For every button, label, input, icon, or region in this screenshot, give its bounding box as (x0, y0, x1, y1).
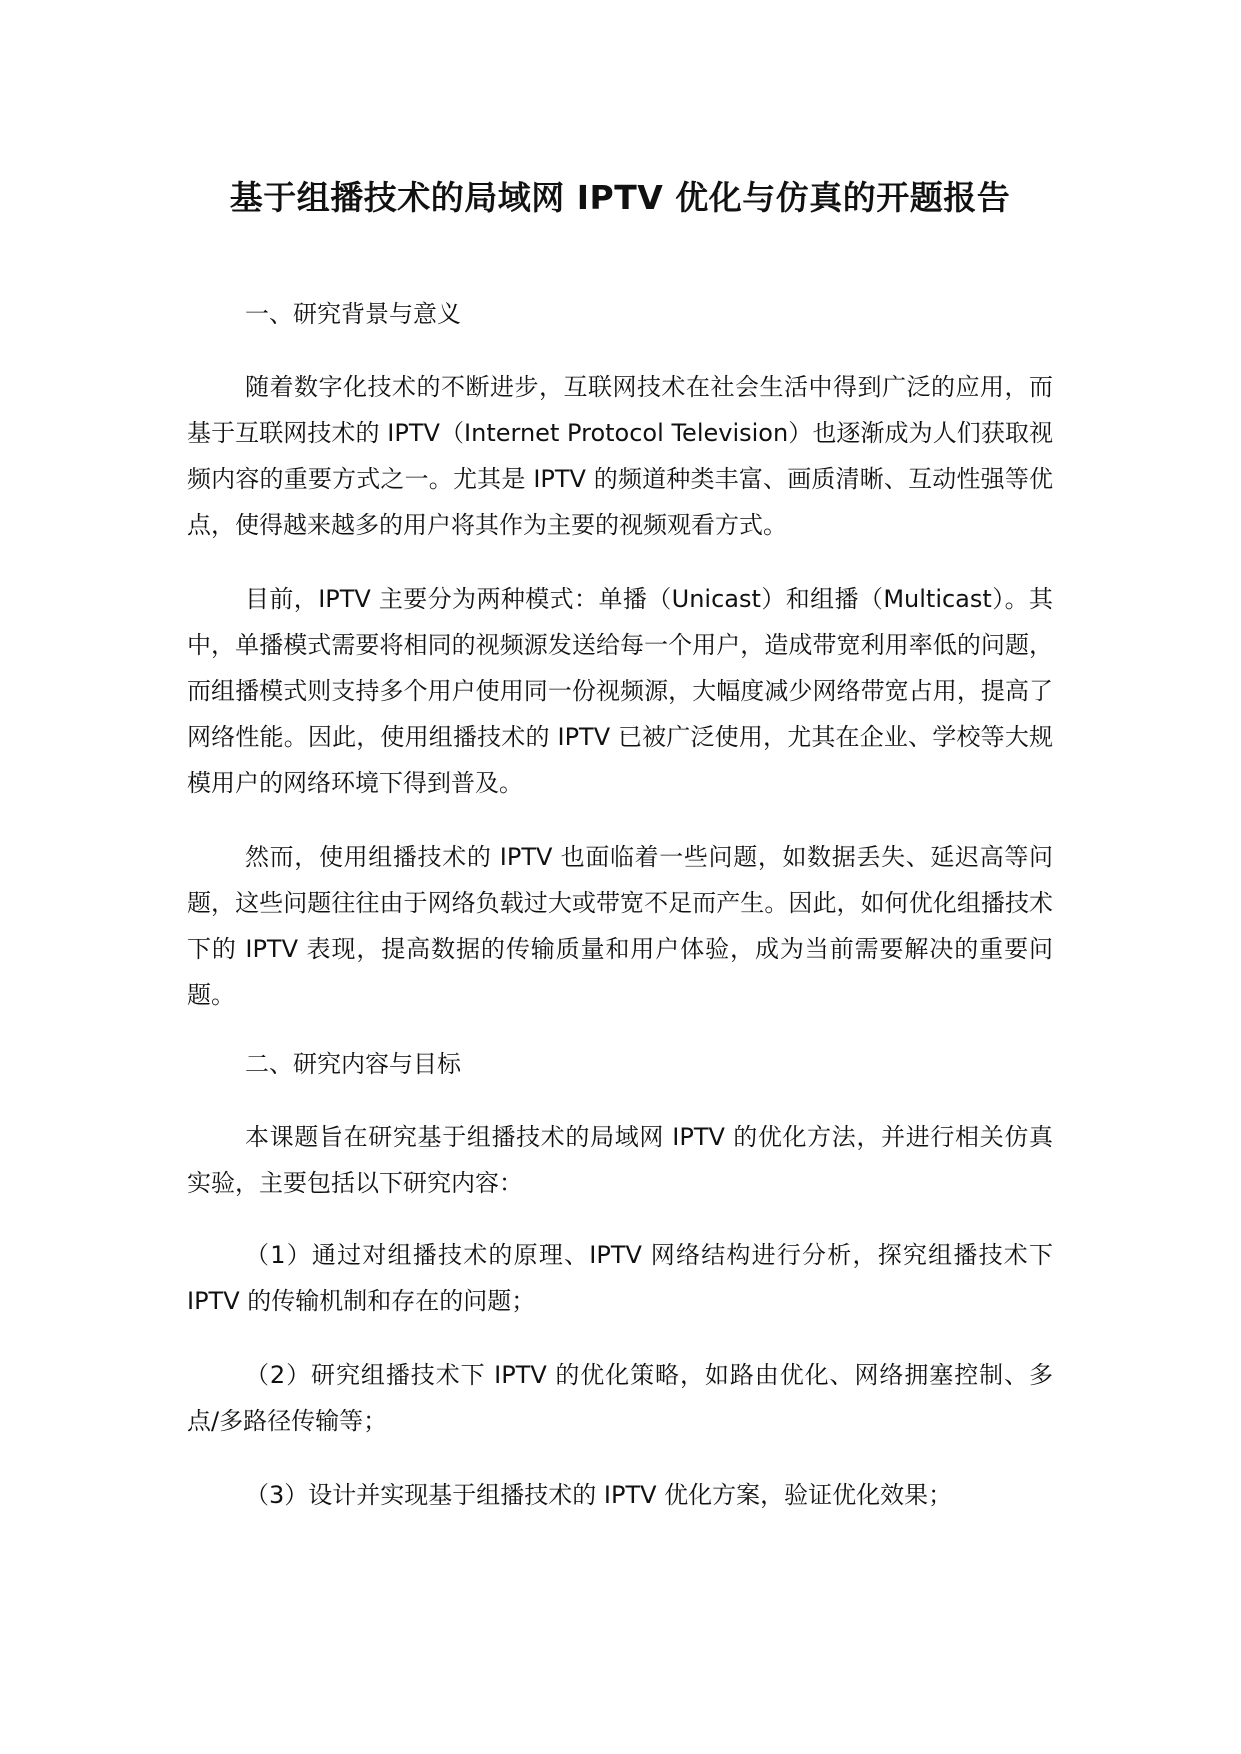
list-item: （3）设计并实现基于组播技术的 IPTV 优化方案，验证优化效果； (245, 1481, 953, 1509)
section-heading-background: 一、研究背景与意义 (245, 300, 461, 328)
document-body (187, 296, 1053, 1546)
paragraph-content-intro: 本课题旨在研究基于组播技术的局域网 IPTV 的优化方法，并进行相关仿真实验，主要包括以下研究内容： (187, 1123, 1053, 1197)
document-title: 基于组播技术的局域网 IPTV 优化与仿真的开题报告 (229, 178, 1011, 217)
section-heading-content: 二、研究内容与目标 (245, 1050, 461, 1078)
list-item: （1）通过对组播技术的原理、IPTV 网络结构进行分析，探究组播技术下 IPTV 的传输机制和存在的问题； (187, 1241, 1053, 1315)
paragraph-background-1: 随着数字化技术的不断进步，互联网技术在社会生活中得到广泛的应用，而基于互联网技术的 IPTV（Internet Protocol Television）也逐渐成为人们获取视频内容的重要方式之一。尤其是 IPTV 的频道种类丰富、画质清晰、互动性强等优点，使得越来越多的用户将其作为主要的视频观看方式。 (187, 373, 1053, 539)
list-item: （2）研究组播技术下 IPTV 的优化策略，如路由优化、网络拥塞控制、多点/多路径传输等； (187, 1361, 1053, 1435)
paragraph-background-3: 然而，使用组播技术的 IPTV 也面临着一些问题，如数据丢失、延迟高等问题，这些问题往往由于网络负载过大或带宽不足而产生。因此，如何优化组播技术下的 IPTV 表现，提高数据的传输质量和用户体验，成为当前需要解决的重要问题。 (187, 843, 1053, 1009)
paragraph-background-2: 目前，IPTV 主要分为两种模式：单播（Unicast）和组播（Multicast）。其中，单播模式需要将相同的视频源发送给每一个用户，造成带宽利用率低的问题，而组播模式则支持多个用户使用同一份视频源，大幅度减少网络带宽占用，提高了网络性能。因此，使用组播技术的 IPTV 已被广泛使用，尤其在企业、学校等大规模用户的网络环境下得到普及。 (187, 585, 1053, 797)
